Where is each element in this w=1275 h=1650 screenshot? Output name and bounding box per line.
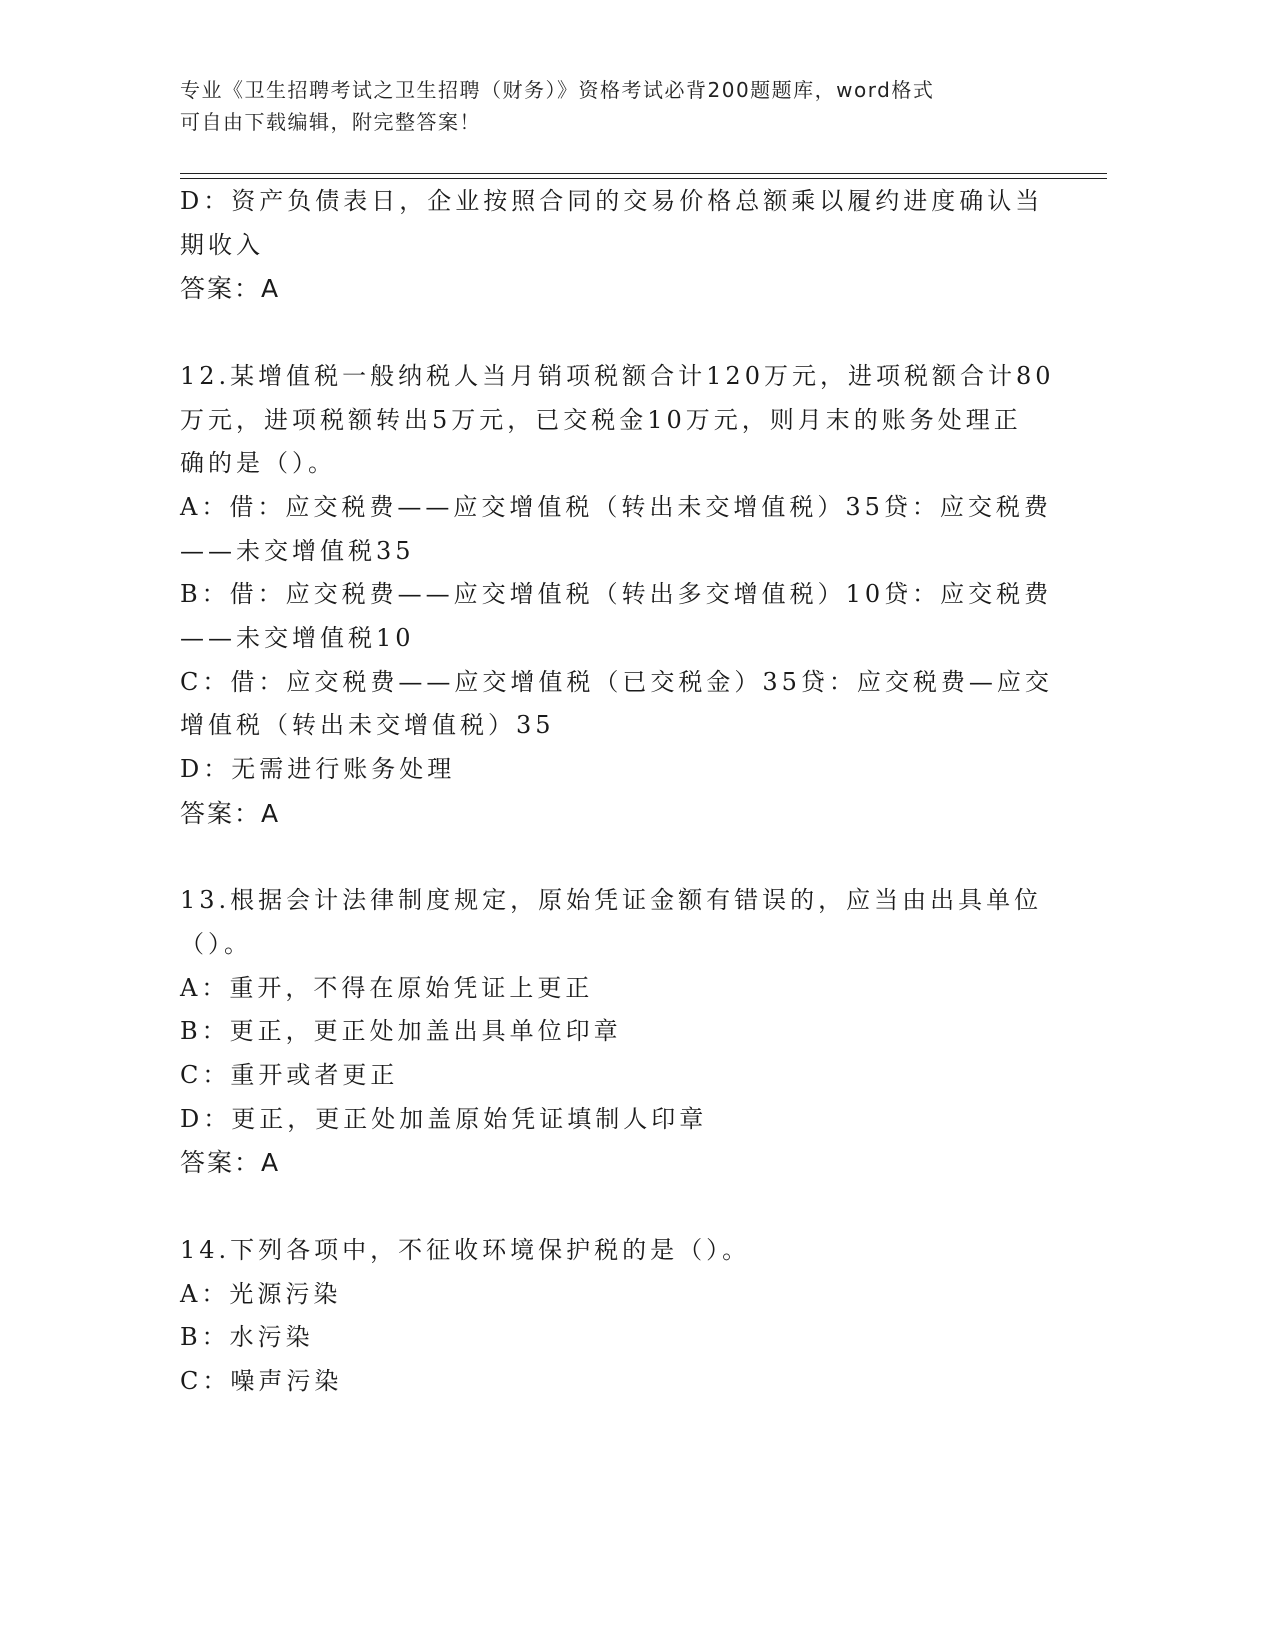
header-divider-bottom [180,178,1107,179]
prev-answer: 答案：A [180,274,281,304]
q12-option-c-line-1: C：借：应交税费——应交增值税（已交税金）35贷：应交税费—应交 [180,667,1053,696]
q13-stem-line-1: 13.根据会计法律制度规定，原始凭证金额有错误的，应当由出具单位 [180,886,1043,915]
q13-option-d: D：更正，更正处加盖原始凭证填制人印章 [180,1104,708,1133]
q12-answer: 答案：A [180,798,281,828]
q12-stem-line-2: 万元，进项税额转出5万元，已交税金10万元，则月末的账务处理正 [180,405,1022,434]
q14-option-b: B：水污染 [180,1323,314,1352]
q12-stem-line-3: 确的是（）。 [180,449,336,478]
section-gap [180,311,1050,355]
q12-option-b-line-1: B：借：应交税费——应交增值税（转出多交增值税）10贷：应交税费 [180,580,1053,609]
document-header [180,74,1040,138]
section-gap [180,1185,1050,1229]
prev-option-d-line-2: 期收入 [180,230,264,259]
q12-option-b-line-2: ——未交增值税10 [180,624,415,653]
q12-option-a-line-1: A：借：应交税费——应交增值税（转出未交增值税）35贷：应交税费 [180,492,1052,521]
q13-option-b: B：更正，更正处加盖出具单位印章 [180,1017,622,1046]
q14-option-c: C：噪声污染 [180,1366,343,1395]
question-14 [180,1229,1050,1404]
q12-option-d: D：无需进行账务处理 [180,755,456,784]
question-13 [180,879,1050,1185]
q12-option-a-line-2: ——未交增值税35 [180,536,415,565]
q13-stem-line-2: （）。 [180,929,252,958]
header-line-2: 可自由下载编辑，附完整答案！ [180,110,481,134]
question-12 [180,355,1055,836]
q13-option-a: A：重开，不得在原始凭证上更正 [180,973,594,1002]
q14-option-a: A：光源污染 [180,1279,342,1308]
q12-option-c-line-2: 增值税（转出未交增值税）35 [180,711,555,740]
q13-answer: 答案：A [180,1148,281,1178]
q12-stem-line-1: 12.某增值税一般纳税人当月销项税额合计120万元，进项税额合计80 [180,361,1055,390]
header-line-1: 专业《卫生招聘考试之卫生招聘（财务）》资格考试必背200题题库，word格式 [180,78,935,102]
q13-option-c: C：重开或者更正 [180,1061,399,1090]
section-gap [180,836,1050,880]
document-body [180,180,1055,1404]
q14-stem: 14.下列各项中，不征收环境保护税的是（）。 [180,1235,751,1264]
prev-option-d-line-1: D：资产负债表日，企业按照合同的交易价格总额乘以履约进度确认当 [180,187,1044,215]
header-divider-top [180,173,1107,174]
